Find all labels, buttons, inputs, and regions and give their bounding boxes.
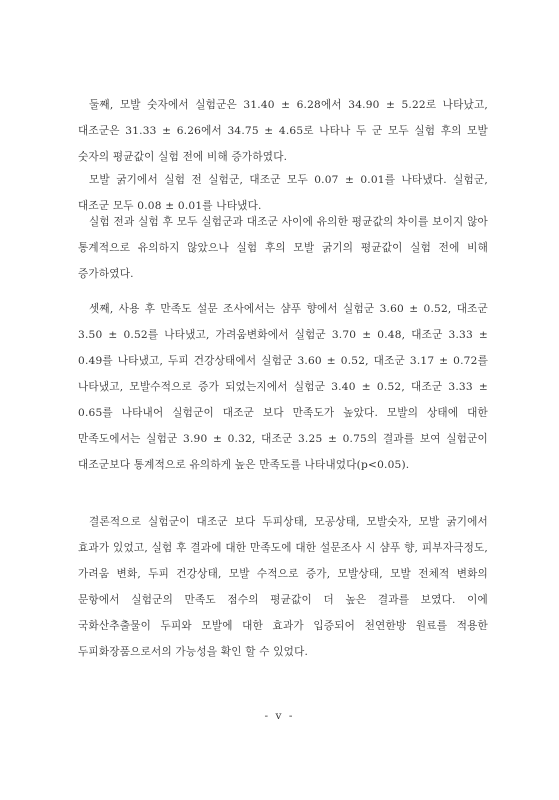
paragraph-hair-thickness: 모발 굵기에서 실험 전 실험군, 대조군 모두 0.07 ± 0.01를 나타냈다. 실험군, 대조군 모두 0.08 ± 0.01를 나타냈다. [78,174,488,212]
paragraph-thickness-significance: 실험 전과 실험 후 모두 실험군과 대조군 사이에 유의한 평균값의 차이를 보이지 않아 통계적으로 유의하지 않았으나 실험 후의 모발 굵기의 평균값이 실험 전에 비해 증가하였다. [78,216,488,280]
paragraph-conclusion: 결론적으로 실험군이 대조군 보다 두피상태, 모공상태, 모발숫자, 모발 굵기에서 효과가 있었고, 실험 후 결과에 대한 만족도에 대한 설문조사 시 샴푸 향, 피부자극정도, 가려움 변화, 두피 건강상태, 모발 수적으로 증가, 모발상태, 모발 전체적 변화의 문항에서 실험군의 만족도 점수의 평균값이 더 높은 결과를 보였다. 이에 국화산추출물이 두피와 모발에 대한 효과가 입증되어 천연한방 원료를 적용한 두피화장품으로서의 가능성을 확인 할 수 있었다. [78,516,488,658]
page-number: - v - [264,710,295,722]
paragraph-satisfaction-survey: 셋째, 사용 후 만족도 설문 조사에서는 샴푸 향에서 실험군 3.60 ± 0.52, 대조군 3.50 ± 0.52를 나타냈고, 가려움변화에서 실험군 3.70 ± 0.48, 대조군 3.33 ± 0.49를 나타냈고, 두피 건강상태에서 실험군 3.60 ± 0.52, 대조군 3.17 ± 0.72를 나타냈고, 모발수적으로 증가 되었는지에서 실험군 3.40 ± 0.52, 대조군 3.33 ± 0.65를 나타내어 실험군이 대조군 보다 만족도가 높았다. 모발의 상태에 대한 만족도에서는 실험군 3.90 ± 0.32, 대조군 3.25 ± 0.75의 결과를 보여 실험군이 대조군보다 통계적으로 유의하게 높은 만족도를 나타내었다(p<0.05). [78,303,488,471]
paragraph-hair-count: 둘째, 모발 숫자에서 실험군은 31.40 ± 6.28에서 34.90 ± 5.22로 나타났고, 대조군은 31.33 ± 6.26에서 34.75 ± 4.65로 나타나 두 군 모두 실험 후의 모발 숫자의 평균값이 실험 전에 비해 증가하였다. [78,99,488,163]
